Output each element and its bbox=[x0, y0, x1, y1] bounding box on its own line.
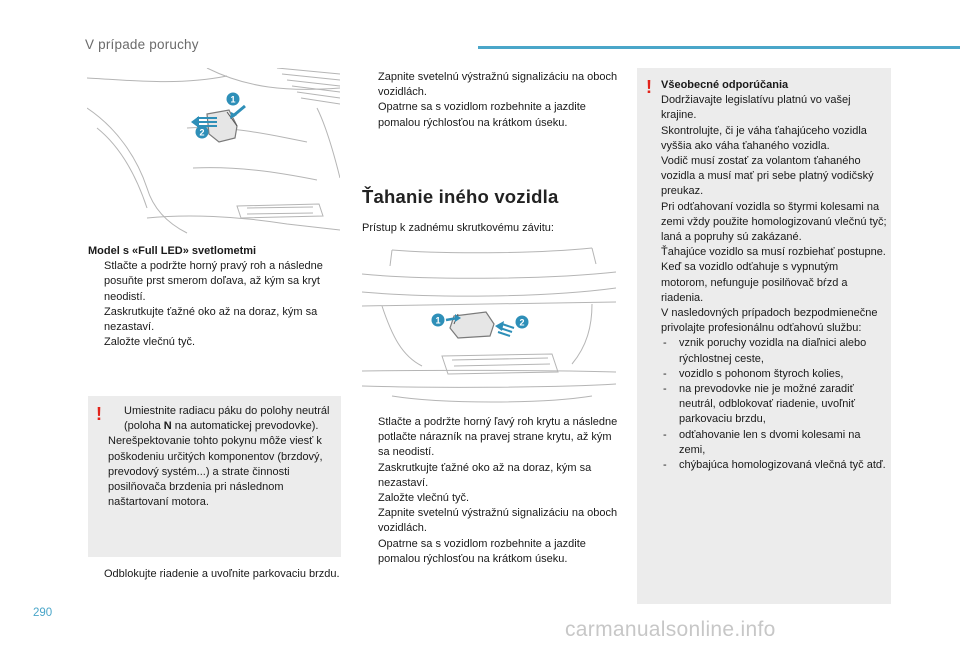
dash-icon: - bbox=[663, 337, 667, 350]
callout-1-icon bbox=[432, 314, 445, 327]
list-item: - chýbajúca homologizovaná vlečná tyč atď. bbox=[661, 458, 887, 473]
dash-icon: - bbox=[663, 459, 667, 472]
warning-note-text bbox=[108, 404, 340, 510]
callout-2-icon bbox=[516, 316, 529, 329]
svg-text:1: 1 bbox=[435, 315, 441, 326]
list-item: - vozidlo s pohonom štyroch kolies, bbox=[661, 367, 887, 382]
list-item: - odťahovanie len s dvomi kolesami na zemi, bbox=[663, 428, 861, 456]
svg-text:2: 2 bbox=[519, 317, 525, 328]
svg-text:1: 1 bbox=[230, 94, 236, 105]
list-item: Stlačte a podržte horný ľavý roh krytu a následne potlačte nárazník na pravej strane krytu, až kým sa neodistí. bbox=[378, 416, 618, 459]
left-final-step bbox=[88, 567, 340, 582]
rear-bumper-illustration bbox=[362, 246, 616, 411]
front-bumper-illustration bbox=[87, 68, 340, 238]
list-item: Založte vlečnú tyč. bbox=[104, 336, 196, 349]
section-intro: Prístup k zadnému skrutkovému závitu: bbox=[362, 222, 554, 234]
page-section-title: V prípade poruchy bbox=[85, 37, 199, 52]
section-heading: Ťahanie iného vozidla bbox=[362, 186, 559, 207]
callout-2-icon bbox=[196, 126, 209, 139]
middle-top-steps bbox=[362, 70, 620, 131]
list-item: Zapnite svetelnú výstražnú signalizáciu na oboch vozidlách. bbox=[378, 507, 618, 535]
list-item: Založte vlečnú tyč. bbox=[378, 492, 470, 505]
left-column bbox=[88, 244, 343, 350]
list-item: Odblokujte riadenie a uvoľnite parkovaciu brzdu. bbox=[104, 568, 340, 580]
recommendation-paragraph: Skontrolujte, či je váha ťahajúceho vozidla vyššia ako váha ťahaného vozidla. bbox=[661, 124, 867, 152]
list-item: - na prevodovke nie je možné zaradiť neutrál, odblokovať riadenie, uvoľniť parkovaciu brzdu, bbox=[663, 383, 855, 426]
warning-note-paragraph: Nerešpektovanie tohto pokynu môže viesť k poškodeniu určitých komponentov (brzdový, prevodový systém...) a strate činnosti posilňovača brzdenia pri následnom naštartovaní motora. bbox=[108, 435, 323, 509]
recommendation-paragraph: Pri odťahovaní vozidla so štyrmi kolesami na zemi vždy použite homologizovanú vlečnú tyč; laná a popruhy sú zakázané. bbox=[661, 200, 887, 244]
warning-icon: ! bbox=[96, 404, 102, 424]
recommendations-text bbox=[661, 78, 887, 473]
list-item: - vznik poruchy vozidla na diaľnici alebo rýchlostnej ceste, bbox=[663, 337, 867, 365]
dash-icon: - bbox=[663, 383, 667, 396]
list-item: Opatrne sa s vozidlom rozbehnite a jazdite pomalou rýchlosťou na krátkom úseku. bbox=[378, 537, 586, 565]
list-item: Zaskrutkujte ťažné oko až na doraz, kým sa nezastaví. bbox=[378, 461, 592, 489]
middle-steps bbox=[362, 415, 620, 567]
header-accent-rule bbox=[478, 46, 960, 49]
dash-icon: - bbox=[663, 428, 667, 441]
list-item: Zaskrutkujte ťažné oko až na doraz, kým sa nezastaví. bbox=[104, 305, 318, 334]
warning-note-box bbox=[88, 396, 341, 557]
dash-icon: - bbox=[663, 367, 667, 380]
recommendation-paragraph: Vodič musí zostať za volantom ťahaného vozidla a musí mať pri sebe platný vodičský preukaz. bbox=[661, 155, 874, 198]
list-item: Zapnite svetelnú výstražnú signalizáciu na oboch vozidlách. bbox=[378, 71, 618, 99]
callout-1-icon bbox=[227, 93, 240, 106]
recommendations-heading: Všeobecné odporúčania bbox=[661, 79, 789, 91]
page-number: 290 bbox=[33, 607, 53, 619]
list-item: Stlačte a podržte horný pravý roh a následne posuňte prst smerom doľava, až kým sa kryt neodistí. bbox=[104, 260, 323, 303]
recommendation-paragraph: V nasledovných prípadoch bezpodmienečne privolajte profesionálnu odťahovú službu: bbox=[661, 307, 878, 335]
list-item: Umiestnite radiacu páku do polohy neutrál (poloha N na automatickej prevodovke). bbox=[124, 405, 330, 433]
recommendation-paragraph: Dodržiavajte legislatívu platnú vo vašej krajine. bbox=[661, 94, 851, 122]
svg-text:2: 2 bbox=[199, 127, 205, 138]
model-heading: Model s «Full LED» svetlometmi bbox=[88, 245, 257, 257]
recommendations-box bbox=[637, 68, 891, 604]
recommendation-paragraph: Ťahajúce vozidlo sa musí rozbiehať postupne. bbox=[661, 246, 886, 259]
watermark: carmanualsonline.info bbox=[565, 618, 776, 641]
recommendation-paragraph: Keď sa vozidlo odťahuje s vypnutým motorom, nefunguje posilňovač bŕzd a riadenia. bbox=[661, 261, 848, 304]
warning-icon: ! bbox=[646, 77, 652, 97]
list-item: Opatrne sa s vozidlom rozbehnite a jazdite pomalou rýchlosťou na krátkom úseku. bbox=[378, 101, 586, 129]
